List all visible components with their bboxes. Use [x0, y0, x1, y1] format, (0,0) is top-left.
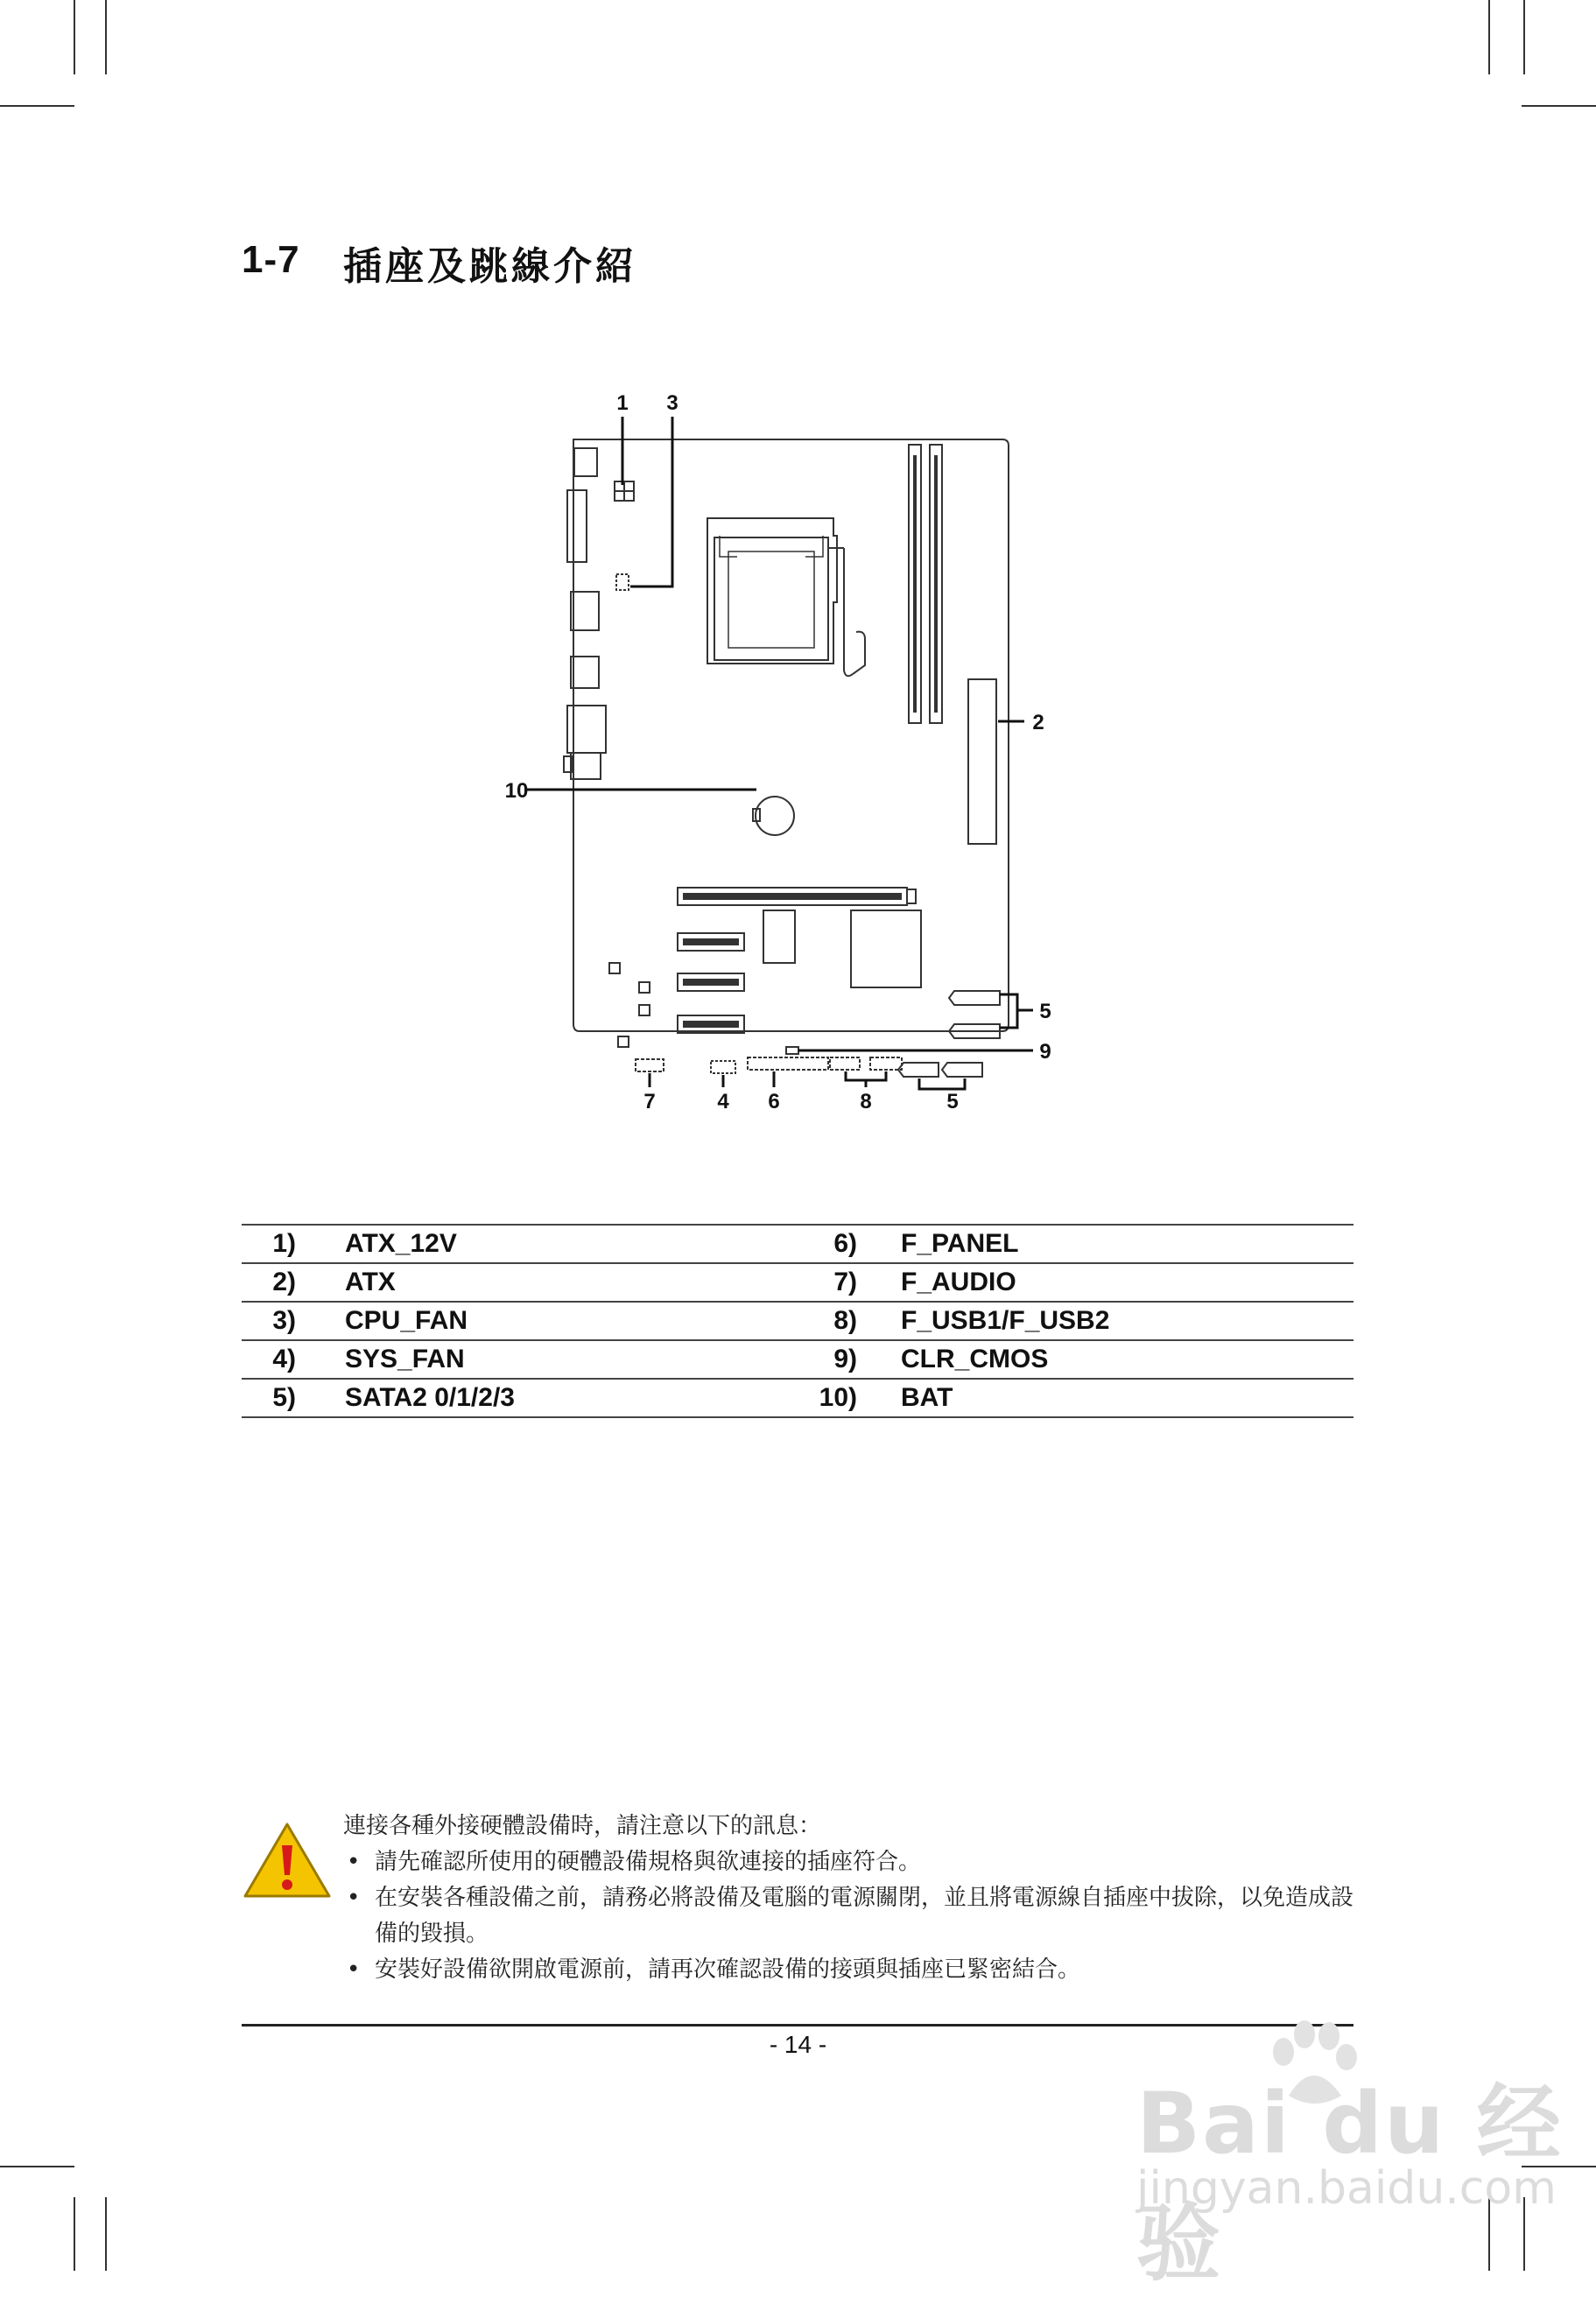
connector-number: 1) — [242, 1225, 296, 1263]
rear-io-vga — [567, 490, 587, 562]
crop-mark — [1488, 0, 1490, 74]
notice-list — [343, 1844, 1359, 1988]
cpu-socket-frame — [707, 518, 837, 664]
f-panel-header — [748, 1057, 828, 1070]
callout-2: 2 — [1032, 711, 1044, 734]
connector-number: 10) — [800, 1379, 857, 1417]
connector-name: SYS_FAN — [345, 1340, 800, 1379]
warning-icon — [242, 1821, 333, 1901]
crop-mark — [0, 105, 74, 107]
cpu-socket — [714, 537, 828, 660]
callout-5-bottom: 5 — [946, 1090, 959, 1113]
rear-io-audio — [571, 753, 601, 779]
connector-number: 7) — [800, 1263, 857, 1302]
section-number: 1-7 — [242, 238, 300, 281]
sys-fan-header — [711, 1061, 735, 1073]
connector-number: 9) — [800, 1340, 857, 1379]
callout-1: 1 — [616, 391, 629, 415]
connector-number: 5) — [242, 1379, 296, 1417]
callout-5-right: 5 — [1039, 1000, 1051, 1023]
connector-table — [242, 1224, 1353, 1418]
battery — [756, 797, 794, 835]
rear-io-usb — [571, 657, 599, 688]
cpu-fan-header — [616, 574, 629, 590]
connector-name: BAT — [901, 1379, 1353, 1417]
connector-number: 2) — [242, 1263, 296, 1302]
chip-small — [763, 910, 795, 963]
callout-10: 10 — [504, 779, 529, 803]
connector-number: 6) — [800, 1225, 857, 1263]
table-row — [242, 1379, 1353, 1417]
notice-block — [343, 1809, 1359, 1988]
f-audio-header — [636, 1059, 664, 1071]
connector-name: ATX_12V — [345, 1225, 800, 1263]
list-item: • 安裝好設備欲開啟電源前，請再次確認設備的接頭與插座已緊密結合。 — [343, 1952, 1359, 1988]
crop-mark — [1522, 105, 1596, 107]
crop-mark — [105, 0, 107, 74]
atx-connector — [968, 679, 996, 844]
board-outline — [573, 439, 1009, 1031]
section-title: 插座及跳線介紹 — [343, 244, 637, 289]
connector-name: SATA2 0/1/2/3 — [345, 1379, 800, 1417]
watermark-brand: Bai du 经验 — [1136, 2075, 1563, 2293]
sata-port — [942, 1063, 982, 1077]
rear-io-ps2 — [574, 448, 597, 476]
sata-port — [949, 991, 1000, 1005]
list-item: • 在安裝各種設備之前，請務必將設備及電腦的電源關閉，並且將電源線自插座中拔除，以免造成設備的毀損。 — [343, 1880, 1359, 1952]
connector-number: 3) — [242, 1302, 296, 1340]
rear-io-dvi — [571, 592, 599, 630]
connector-name: ATX — [345, 1263, 800, 1302]
chipset — [851, 910, 921, 987]
callout-9: 9 — [1039, 1040, 1051, 1064]
connector-name: CPU_FAN — [345, 1302, 800, 1340]
crop-mark — [74, 2197, 75, 2271]
callout-7: 7 — [643, 1090, 656, 1113]
callout-8: 8 — [860, 1090, 872, 1113]
watermark-url: jingyan.baidu.com — [1136, 2162, 1557, 2215]
callout-6: 6 — [768, 1090, 780, 1113]
crop-mark — [0, 2166, 74, 2167]
connector-number: 4) — [242, 1340, 296, 1379]
table-row — [242, 1340, 1353, 1379]
sata-port — [898, 1063, 939, 1077]
f-usb-header — [830, 1057, 860, 1070]
connector-number: 8) — [800, 1302, 857, 1340]
f-usb-header — [870, 1057, 902, 1070]
footer-rule — [242, 2024, 1353, 2027]
connector-name: F_AUDIO — [901, 1263, 1353, 1302]
cpu-socket-inner — [728, 551, 814, 648]
table-row — [242, 1263, 1353, 1302]
crop-mark — [105, 2197, 107, 2271]
table-row — [242, 1225, 1353, 1263]
list-item: • 請先確認所使用的硬體設備規格與欲連接的插座符合。 — [343, 1844, 1359, 1880]
page-number: - 14 - — [769, 2031, 827, 2058]
notice-lead: 連接各種外接硬體設備時，請注意以下的訊息： — [343, 1813, 822, 1839]
clr-cmos-jumper — [786, 1047, 798, 1054]
connector-name: F_PANEL — [901, 1225, 1353, 1263]
crop-mark — [1523, 0, 1525, 74]
table-row — [242, 1302, 1353, 1340]
connector-name: CLR_CMOS — [901, 1340, 1353, 1379]
crop-mark — [74, 0, 75, 74]
callout-4: 4 — [717, 1090, 729, 1113]
cpu-socket-lever — [844, 548, 865, 676]
motherboard-diagram — [504, 385, 1086, 1113]
connector-name: F_USB1/F_USB2 — [901, 1302, 1353, 1340]
callout-3: 3 — [666, 391, 678, 415]
